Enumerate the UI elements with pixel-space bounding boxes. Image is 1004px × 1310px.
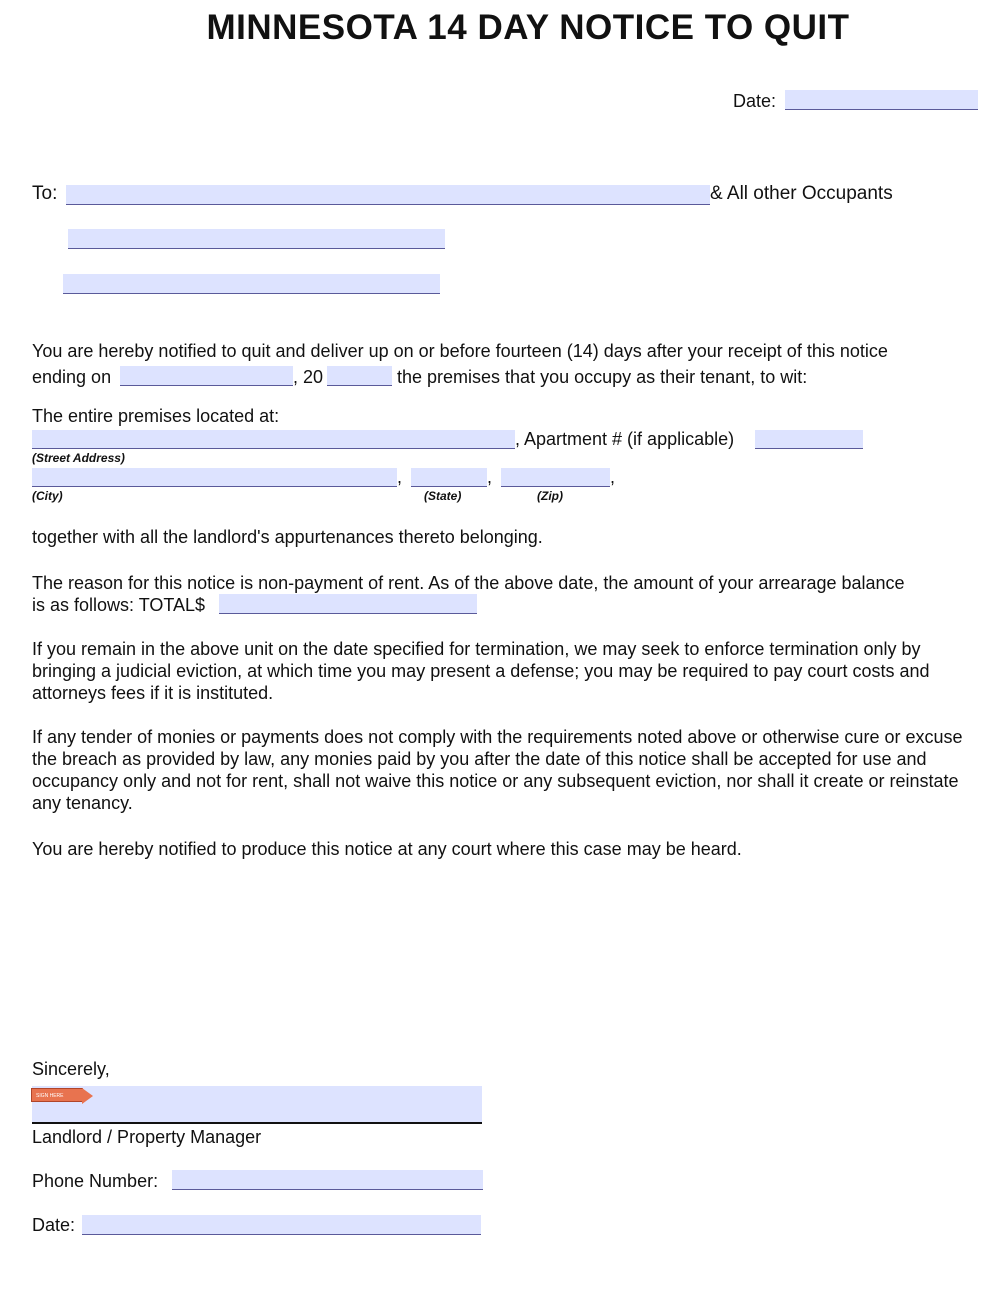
comma-after-city: ,: [397, 467, 403, 487]
date-label: Date:: [733, 91, 777, 111]
tenant-address-line1-field[interactable]: [68, 229, 445, 249]
entire-premises-label: The entire premises located at:: [32, 406, 280, 426]
street-address-field[interactable]: [32, 430, 515, 449]
city-field[interactable]: [32, 468, 397, 487]
phone-label: Phone Number:: [32, 1171, 159, 1191]
signature-field[interactable]: [32, 1086, 482, 1124]
comma-after-state: ,: [487, 467, 493, 487]
appurtenances-text: together with all the landlord's appurtenances thereto belonging.: [32, 527, 543, 547]
remain-paragraph: If you remain in the above unit on the date specified for termination, we may seek to enforce termination only by bringing a judicial eviction, at which time you may present a defense; you may be required to pay court costs and attorneys fees if it is instituted.: [32, 639, 930, 703]
to-label: To:: [32, 183, 58, 204]
page-title: MINNESOTA 14 DAY NOTICE TO QUIT: [206, 8, 850, 47]
landlord-label: Landlord / Property Manager: [32, 1127, 262, 1147]
date-field[interactable]: [785, 90, 978, 110]
ending-date-field[interactable]: [120, 366, 293, 386]
reason-line1: The reason for this notice is non-payment of rent. As of the above date, the amount of your arrearage balance: [32, 573, 905, 593]
produce-paragraph: You are hereby notified to produce this notice at any court where this case may be heard.: [32, 839, 742, 859]
bottom-date-field[interactable]: [82, 1215, 481, 1235]
bottom-date-label: Date:: [32, 1215, 76, 1235]
sign-here-flag: [31, 1088, 83, 1102]
premises-text: the premises that you occupy as their tenant, to wit:: [397, 367, 808, 387]
notice-line1: You are hereby notified to quit and deliver up on or before fourteen (14) days after your receipt of this notice: [32, 341, 888, 361]
street-address-caption: (Street Address): [32, 451, 125, 465]
apartment-field[interactable]: [755, 430, 863, 449]
phone-field[interactable]: [172, 1170, 483, 1190]
state-caption: (State): [424, 489, 462, 503]
comma-after-zip: ,: [610, 467, 616, 487]
occupants-text: & All other Occupants: [710, 183, 893, 204]
zip-caption: (Zip): [537, 489, 563, 503]
tenant-address-line2-field[interactable]: [63, 274, 440, 294]
sincerely-text: Sincerely,: [32, 1059, 110, 1079]
apartment-label: , Apartment # (if applicable): [515, 429, 735, 449]
tender-paragraph: If any tender of monies or payments does not comply with the requirements noted above or otherwise cure or excuse the breach as provided by law, any monies paid by you after the date of this notice shall be accepted for use and occupancy only and not for rent, shall not waive this notice or any subsequent eviction, nor shall it create or reinstate any tenancy.: [32, 727, 963, 813]
ending-year-field[interactable]: [327, 366, 392, 386]
reason-line2: is as follows: TOTAL$: [32, 595, 206, 615]
city-caption: (City): [32, 489, 63, 503]
comma-20-label: , 20: [293, 367, 324, 387]
total-amount-field[interactable]: [219, 594, 477, 614]
state-field[interactable]: [411, 468, 487, 487]
sign-here-text: SIGN HERE: [36, 1093, 64, 1099]
zip-field[interactable]: [501, 468, 610, 487]
tenant-name-field[interactable]: [66, 185, 710, 205]
ending-on-label: ending on: [32, 367, 112, 387]
